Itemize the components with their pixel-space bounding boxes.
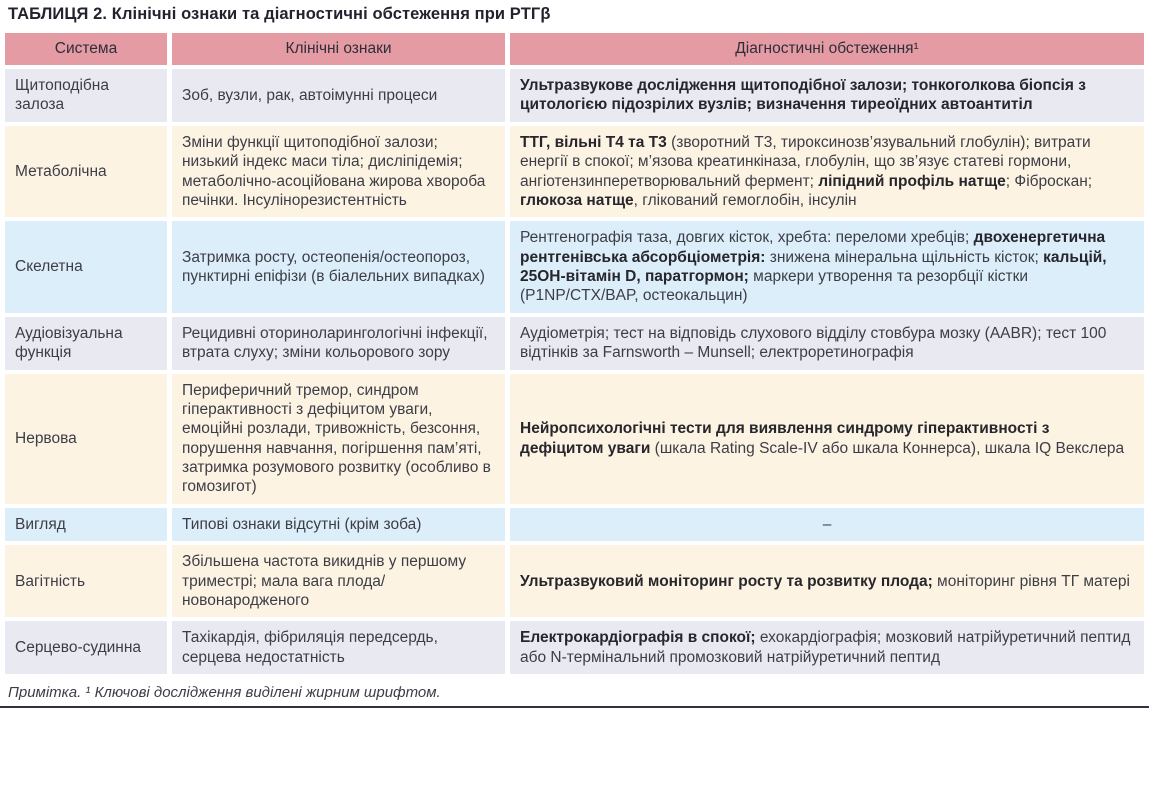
- diagnostics-cell: [510, 545, 1144, 617]
- clinical-signs-cell: Затримка росту, остеопенія/остеопороз, пунктирні епіфізи (в біалельних випадках): [172, 221, 505, 313]
- system-cell: Скелетна: [5, 221, 167, 313]
- diagnostics-key-text: Електрокардіографія в спокої;: [520, 629, 760, 647]
- document-page: [0, 5, 1149, 708]
- table-row: [5, 621, 1144, 674]
- diagnostics-cell: [510, 317, 1144, 370]
- table-title: ТАБЛИЦЯ 2. Клінічні ознаки та діагностичні обстеження при РТГβ: [8, 5, 551, 23]
- clinical-signs-cell: Зміни функції щитоподібної залози; низький індекс маси тіла; дисліпідемія; метаболічно-асоційована жирова хвороба печінки. Інсулінорезистентність: [172, 126, 505, 218]
- system-cell: Вигляд: [5, 508, 167, 541]
- diagnostics-text: (шкала Rating Scale-IV або шкала Коннерса), шкала IQ Векслера: [654, 439, 1125, 457]
- diagnostics-cell: [510, 374, 1144, 504]
- table-row: [5, 508, 1144, 541]
- diagnostics-key-text: двохенергетична рентгенівська абсорбціометрія:: [520, 229, 1106, 266]
- header-row: [5, 33, 1144, 65]
- diagnostics-text: маркери утворення та резорбції кістки (P1NP/CTX/BAP, остеокальцин): [520, 268, 1029, 305]
- system-cell: Вагітність: [5, 545, 167, 617]
- bottom-divider: [0, 706, 1149, 708]
- system-cell: Щитоподібна залоза: [5, 69, 167, 122]
- diagnostics-text: Аудіометрія; тест на відповідь слухового відділу стовбура мозку (AABR); тест 100 відтінків за Farnsworth – Munsell; електроретинографія: [520, 324, 1107, 362]
- system-cell: Серцево-судинна: [5, 621, 167, 674]
- diagnostics-key-text: ліпідний профіль натще: [818, 172, 1006, 190]
- clinical-signs-cell: Зоб, вузли, рак, автоімунні процеси: [172, 69, 505, 122]
- diagnostics-text: моніторинг рівня ТГ матері: [937, 572, 1130, 590]
- clinical-signs-cell: Типові ознаки відсутні (крім зоба): [172, 508, 505, 541]
- system-cell: Метаболічна: [5, 126, 167, 218]
- diagnostics-text: Рентгенографія таза, довгих кісток, хребта: переломи хребців;: [520, 229, 974, 247]
- clinical-diagnostics-table: [0, 29, 1149, 678]
- col-header-system: Система: [5, 33, 167, 65]
- table-row: [5, 69, 1144, 122]
- diagnostics-key-text: ТТГ, вільні Т4 та Т3: [520, 133, 672, 151]
- footnote: Примітка. ¹ Ключові дослідження виділені жирним шрифтом.: [8, 684, 441, 701]
- clinical-signs-cell: Рецидивні оториноларингологічні інфекції, втрата слуху; зміни кольорового зору: [172, 317, 505, 370]
- col-header-diagnostics: Діагностичні обстеження¹: [510, 33, 1144, 65]
- table-row: [5, 221, 1144, 313]
- table-body: [5, 69, 1144, 674]
- clinical-signs-cell: Периферичний тремор, синдром гіперактивності з дефіцитом уваги, емоційні розлади, тривожність, безсоння, порушення навчання, погіршення пам’яті, затримка розумового розвитку (особливо в гомозигот): [172, 374, 505, 504]
- diagnostics-text: ; Фіброскан;: [1005, 172, 1093, 190]
- table-row: [5, 374, 1144, 504]
- diagnostics-cell: [510, 508, 1144, 541]
- diagnostics-text: знижена мінеральна щільність кісток;: [769, 248, 1044, 266]
- col-header-clinical-signs: Клінічні ознаки: [172, 33, 505, 65]
- system-cell: Аудіовізуальна функція: [5, 317, 167, 370]
- diagnostics-text: , глікований гемоглобін, інсулін: [633, 191, 857, 209]
- diagnostics-key-text: Ультразвуковий моніторинг росту та розвитку плода;: [520, 572, 938, 590]
- clinical-signs-cell: Тахікардія, фібриляція передсердь, серцева недостатність: [172, 621, 505, 674]
- diagnostics-cell: [510, 126, 1144, 218]
- table-row: [5, 126, 1144, 218]
- diagnostics-cell: [510, 221, 1144, 313]
- diagnostics-cell: [510, 621, 1144, 674]
- diagnostics-cell: [510, 69, 1144, 122]
- diagnostics-key-text: Нейропсихологічні тести для виявлення синдрому гіперактивності з дефіцитом уваги: [520, 420, 1050, 457]
- clinical-signs-cell: Збільшена частота викиднів у першому триместрі; мала вага плода/новонародженого: [172, 545, 505, 617]
- diagnostics-text: –: [822, 515, 832, 533]
- diagnostics-key-text: глюкоза натще: [520, 191, 634, 209]
- diagnostics-key-text: Ультразвукове дослідження щитоподібної залози; тонкоголкова біопсія з цитологією підозрілих вузлів; визначення тиреоїдних автоантитіл: [520, 77, 1086, 114]
- table-row: [5, 545, 1144, 617]
- diagnostics-text: ехокардіографія; мозковий натрійуретичний пептид або N-термінальний промозковий натрійуретичний пептид: [520, 629, 1131, 666]
- diagnostics-key-text: кальцій, 25OH-вітамін D, паратгормон;: [520, 248, 1107, 285]
- system-cell: Нервова: [5, 374, 167, 504]
- table-row: [5, 317, 1144, 370]
- diagnostics-text: (зворотний Т3, тироксинозв’язувальний глобулін); витрати енергії в спокої; м’язова креатинкіназа, глобулін, що зв’язує статеві гормони, ангіотензинперетворювальний фермент;: [520, 133, 1091, 190]
